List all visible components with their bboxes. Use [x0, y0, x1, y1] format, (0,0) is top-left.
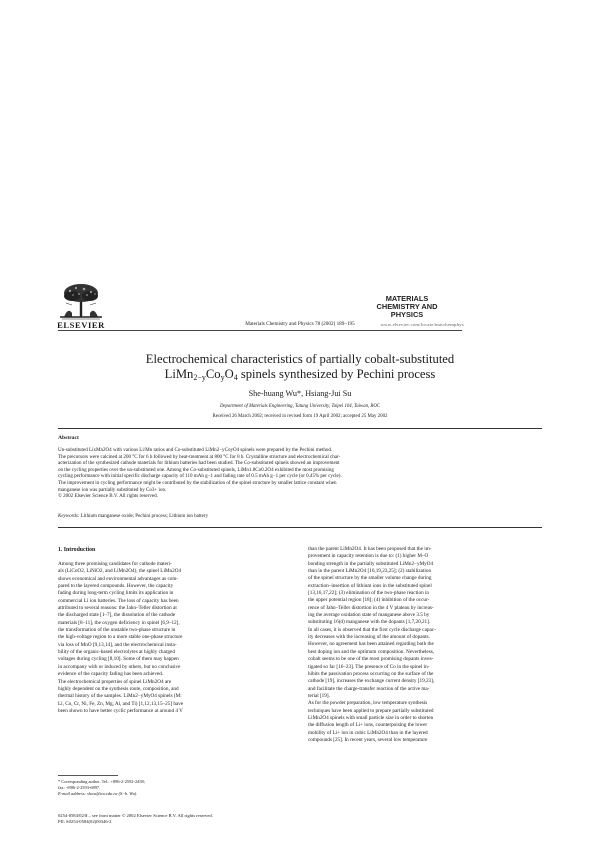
received-dates: Received 26 March 2002; received in revised form 19 April 2002; accepted 25 May 2002	[212, 414, 388, 419]
journal-reference: Materials Chemistry and Physics 78 (2002) 189–195	[245, 321, 355, 327]
body-text-line: als (LiCoO2, LiNiO2, and LiMn2O4), the spinel LiMn2O4	[58, 568, 182, 575]
body-text-line: highly dependent on the synthesis route, composition, and	[58, 685, 179, 692]
abstract-line: The improvement in cycling performance might be contributed by the stabilization of the spinel structure by smaller lattice constant when	[58, 479, 337, 486]
abstract-line: on the cycling properties over the un-substituted one. Among the Co-substituted spinels, LiMn1.8Co0.2O4 exhibited the most promising	[58, 466, 334, 473]
section-heading-introduction: 1. Introduction	[58, 547, 96, 553]
body-text-line: commercial Li ion batteries. The loss of capacity has been	[58, 597, 179, 604]
body-text-line: bility of the organic-based electrolytes at highly charged	[58, 649, 175, 656]
body-text-line: cobalt seems to be one of the most promising dopants inves-	[308, 656, 434, 663]
body-text-line: Among three promising candidates for cathode materi-	[58, 561, 172, 567]
body-text-line: mobility of Li+ ion in cubic LiMn2O4 than in the layered	[308, 729, 428, 736]
affiliation: Department of Materials Engineering, Tatung University, Taipei 104, Taiwan, ROC	[219, 404, 381, 409]
body-text-line: [13,16,17,22]; (3) elimination of the two-phase reaction in	[308, 590, 430, 597]
body-text-line: The electrochemical properties of spinel LiMn2O4 are	[58, 678, 172, 685]
body-text-line: However, no agreement has been attained regarding both the	[308, 641, 434, 648]
body-text-line: voltages during cycling [8,10]. Some of them may happen	[58, 656, 179, 663]
keywords	[58, 514, 542, 519]
body-text-line: the discharged state [1–7], the dissolution of the cathode	[58, 612, 176, 619]
body-text-line: attributed to several reasons: the Jahn–Teller distortion at	[58, 605, 177, 612]
footnote	[58, 779, 291, 797]
body-text-line: than in the parent LiMn2O4 [16,19,23,25]; (2) stabilization	[308, 568, 432, 575]
article-title	[60, 352, 540, 385]
body-text-line: materials [8–11], the oxygen deficiency in spinel [6,9–12],	[58, 619, 180, 626]
body-text-line: techniques have been applied to prepare partially substituted	[308, 707, 434, 714]
abstract-line: acterization of the synthesized cathode materials for lithium batteries had been studied. The Co-substituted spinels showed an improvement	[58, 460, 340, 467]
body-text-line: and facilitate the charge-transfer reaction of the active ma-	[308, 685, 430, 692]
abstract-line: Un-substituted LixMn2O4 with various Li/Mn ratios and Co-substituted LiMn2−yCoyO4 spinels were prepared by the Pechini method.	[58, 447, 333, 453]
abstract-heading: Abstract	[58, 435, 79, 441]
body-text-line: in accompany with or induced by others, but no conclusive	[58, 663, 181, 670]
body-text-line: thermal history of the samples. LiMn2−yMyO4 spinels (M:	[58, 693, 182, 700]
body-text-line: ing the average oxidation state of manganese above 3.5 by	[308, 612, 430, 619]
title-line-2: $LiMn_{2-y}Co_yO_4$ spinels synthesized by Pechini process	[164, 367, 436, 382]
abstract-top-divider	[58, 428, 542, 429]
body-text-line: terial [19].	[308, 692, 330, 699]
publisher-name: ELSEVIER	[57, 320, 105, 330]
body-text-line: shows economical and environmental advantages as com-	[58, 575, 179, 582]
body-text-line: fading during long-term cycling limits its application in	[58, 590, 174, 597]
abstract-copyright: © 2002 Elsevier Science B.V. All rights reserved.	[58, 493, 158, 500]
journal-url[interactable]: www.elsevier.com/locate/matchemphys	[380, 322, 464, 327]
body-text-line: provement in capacity retention is due to: (1) higher M–O	[308, 553, 429, 560]
body-text-line: LiMn2O4 spinels with small particle size in order to shorten	[308, 714, 434, 721]
body-text-line: tigated so far [16–23]. The presence of Co in the spinel in-	[308, 663, 430, 670]
body-text-line: the high-voltage region to a more stable one-phase structure	[58, 634, 183, 641]
abstract-body	[58, 447, 542, 500]
abstract-line: The precursors were calcined at 200 °C for 6 h followed by heat-treatment at 800 °C for 8 h. Crystalline structure and electrochemical char-	[58, 453, 341, 460]
body-text-line: best doping ion and the optimum composition. Nevertheless,	[308, 648, 435, 655]
footnote-email[interactable]: E-mail address: shwu@ttu.edu.tw (S.-h. Wu).	[58, 791, 138, 796]
body-text-line: pared to the layered compounds. However, the capacity	[58, 583, 174, 590]
journal-logo-line-2: CHEMISTRY AND	[376, 302, 438, 311]
body-text-line: evidence of the capacity fading has been achieved.	[58, 671, 164, 678]
body-text-line: hibits the passivation process occurring on the surface of the	[308, 670, 434, 677]
body-text-line: bonding strength in the partially substituted LiMn2−yMyO4	[308, 560, 434, 567]
body-text-line: the transformation of the unstable two-phase structure in	[58, 627, 176, 634]
authors: She-huang Wu*, Hsiang-Jui Su	[248, 389, 352, 398]
body-column-left	[58, 561, 291, 715]
elsevier-tree-icon	[58, 283, 104, 321]
elsevier-tree-logo	[58, 283, 104, 321]
body-text-line: the upper potential region [18]; (4) inhibition of the occur-	[308, 597, 430, 604]
abstract-bottom-divider	[58, 527, 542, 528]
body-text-line: compounds [25]. In recent years, several low temperature	[308, 736, 428, 743]
footnote-line: fax: +886-2-2593-6897.	[58, 785, 101, 790]
keywords-label: Keywords:	[58, 514, 80, 519]
abstract-line: cycling performance with initial specific discharge capacity of 110 mAh g−1 and fading rate of 0.5 mAh g−1 per cycle (or 0.45% per cycle).	[58, 473, 342, 480]
keywords-text: Lithium manganese oxide; Pechini process; Lithium ion battery	[79, 514, 209, 519]
body-text-line: cathode [19], increases the exchange current density [19,23],	[308, 678, 435, 685]
body-text-line: In all cases, it is observed that the first cycle discharge capac-	[308, 626, 436, 633]
front-matter-info	[58, 813, 542, 825]
body-column-right	[308, 546, 542, 744]
body-text-line: ity decreases with the increasing of the amount of dopants.	[308, 634, 430, 641]
body-text-line: Li, Co, Cr, Ni, Fe, Zn, Mg, Al, and Ti) [1,12,13,15–25] have	[58, 700, 184, 707]
abstract-line: manganese ion was partially substituted by Co3+ ion.	[58, 486, 167, 493]
title-line-1: Electrochemical characteristics of partially cobalt-substituted	[145, 352, 455, 366]
body-text-line: of the spinel structure by the smaller volume change during	[308, 575, 432, 582]
body-text-line: than the parent LiMn2O4. It has been proposed that the im-	[308, 546, 432, 552]
pii-line: PII: S0254-0584(02)00346-2	[58, 819, 112, 825]
body-text-line: substituting 16(d) manganese with the dopants [1,7,20,21].	[308, 619, 431, 626]
header-divider	[58, 330, 462, 331]
footnote-line: * Corresponding author. Tel.: +886-2-2592-2458;	[58, 779, 145, 784]
journal-logo-line-1: MATERIALS	[385, 294, 429, 303]
body-text-line: extraction–insertion of lithium ions in the substituted spinel	[308, 582, 432, 589]
body-text-line: As for the powder preparation, low temperature synthesis	[308, 700, 428, 707]
front-matter-line: 0254-0584/02/$ – see front matter © 2002 Elsevier Science B.V. All rights reserved.	[58, 813, 213, 818]
body-text-line: via loss of MnO [9,13,14], and the electrochemical insta-	[58, 641, 177, 648]
journal-logo	[352, 295, 462, 319]
journal-logo-line-3: PHYSICS	[390, 310, 424, 319]
footnote-divider	[58, 775, 118, 776]
body-text-line: been shown to have better cyclic performance at around 4 V	[58, 707, 183, 714]
body-text-line: the diffusion length of Li+ ions, counterpoising the lower	[308, 722, 428, 729]
body-text-line: rence of Jahn–Teller distortion in the 4 V plateau by increas-	[308, 604, 434, 611]
